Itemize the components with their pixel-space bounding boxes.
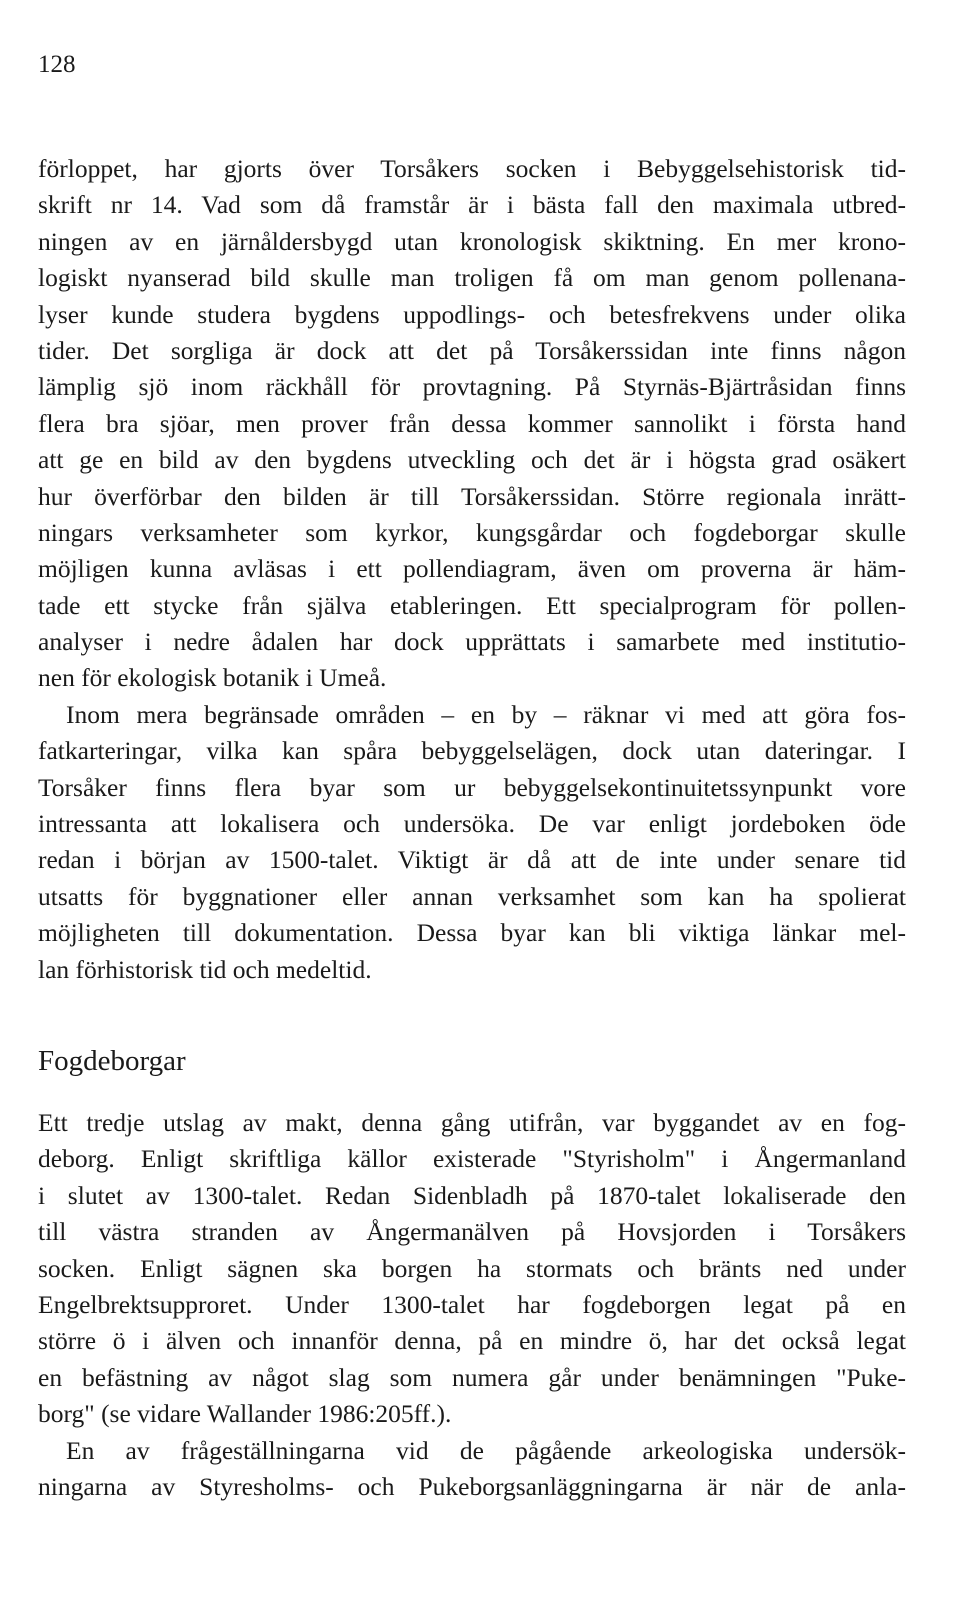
text-line: Engelbrektsupproret. Under 1300-talet har fogdeborgen legat på en (38, 1289, 906, 1319)
text-line: lämplig sjö inom räckhåll för provtagning. På Styrnäs-Bjärtråsidan finns (38, 372, 906, 402)
body-text-top (38, 151, 906, 988)
text-line: hur överförbar den bilden är till Torsåkerssidan. Större regionala inrätt- (38, 481, 906, 511)
text-line: ningars verksamheter som kyrkor, kungsgårdar och fogdeborgar skulle (38, 517, 906, 547)
text-line: till västra stranden av Ångermanälven på Hovsjorden i Torsåkers (38, 1217, 906, 1247)
text-line: att ge en bild av den bygdens utveckling och det är i högsta grad osäkert (38, 445, 906, 475)
text-line: Inom mera begränsade områden – en by – räknar vi med att göra fos- (66, 699, 906, 729)
text-line: tider. Det sorgliga är dock att det på Torsåkerssidan inte finns någon (38, 335, 906, 365)
text-line: möjligheten till dokumentation. Dessa byar kan bli viktiga länkar mel- (38, 918, 906, 948)
text-line: analyser i nedre ådalen har dock upprättats i samarbete med institutio- (38, 627, 906, 657)
text-line: Ett tredje utslag av makt, denna gång utifrån, var byggandet av en fog- (38, 1108, 906, 1137)
text-line: En av frågeställningarna vid de pågående arkeologiska undersök- (66, 1435, 906, 1465)
text-line: intressanta att lokalisera och undersöka. De var enligt jordeboken öde (38, 809, 906, 839)
text-line: förloppet, har gjorts över Torsåkers socken i Bebyggelsehistorisk tid- (38, 154, 906, 183)
text-line: ningarna av Styresholms- och Pukeborgsanläggningarna är när de anla- (38, 1471, 906, 1501)
text-line: redan i början av 1500-talet. Viktigt är då att de inte under senare tid (38, 845, 906, 875)
text-line: möjligen kunna avläsas i ett pollendiagram, även om proverna är häm- (38, 554, 906, 584)
text-line: skrift nr 14. Vad som då framstår är i bästa fall den maximala utbred- (38, 190, 906, 220)
text-line: en befästning av något slag som numera går under benämningen "Puke- (38, 1362, 906, 1392)
text-line: lan förhistorisk tid och medeltid. (38, 954, 372, 984)
text-line: utsatts för byggnationer eller annan verksamhet som kan ha spolierat (38, 881, 906, 911)
text-line: deborg. Enligt skriftliga källor existerade "Styrisholm" i Ångermanland (38, 1144, 906, 1174)
text-line: fatkarteringar, vilka kan spåra bebyggelselägen, dock utan dateringar. I (38, 736, 906, 766)
text-line: socken. Enligt sägnen ska borgen ha stormats och bränts ned under (38, 1253, 906, 1283)
text-line: borg" (se vidare Wallander 1986:205ff.). (38, 1399, 452, 1429)
text-line: flera bra sjöar, men prover från dessa kommer sannolikt i första hand (38, 408, 906, 438)
text-line: lyser kunde studera bygdens uppodlings- och betesfrekvens under olika (38, 299, 906, 329)
text-line: ningen av en järnåldersbygd utan kronologisk skiktning. En mer krono- (38, 226, 906, 256)
text-line: i slutet av 1300-talet. Redan Sidenbladh på 1870-talet lokaliserade den (38, 1180, 906, 1210)
text-line: nen för ekologisk botanik i Umeå. (38, 663, 387, 693)
text-line: tade ett stycke från själva etableringen. Ett specialprogram för pollen- (38, 590, 906, 620)
page-number: 128 (38, 51, 76, 78)
body-text-section (38, 1105, 906, 1505)
text-line: större ö i älven och innanför denna, på en mindre ö, har det också legat (38, 1326, 906, 1356)
text-line: logiskt nyanserad bild skulle man troligen få om man genom pollenana- (38, 263, 906, 293)
text-line: Torsåker finns flera byar som ur bebyggelsekontinuitetssynpunkt vore (38, 772, 906, 802)
section-heading: Fogdeborgar (38, 1045, 186, 1077)
